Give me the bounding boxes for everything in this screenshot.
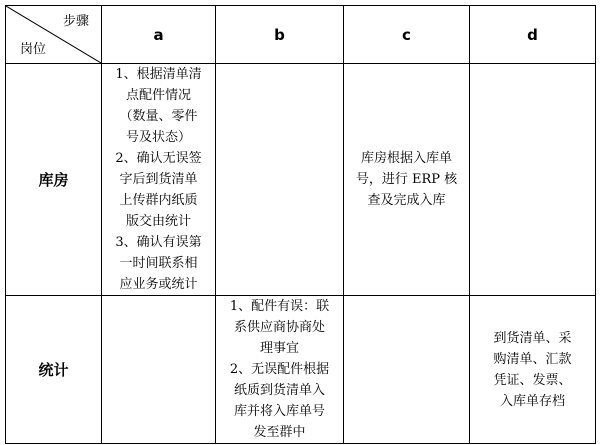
cell-text-line: 到货清单、采 [493,330,572,346]
cell-kufang-a [102,64,216,296]
cell-kufang-d [470,64,596,296]
cell-text-line: 查及完成入库 [367,193,446,208]
cell-text-line: 入库单存档 [499,393,565,409]
cell-text-line: 号，进行 ERP 核 [355,172,458,187]
cell-text-line: 凭证、发票、 [493,372,572,388]
cell-text-line: 1、根据清单清 [115,67,202,82]
role-kufang: 库房 [6,64,102,296]
cell-text-line: 上传群内纸质 [119,193,198,208]
cell-text-line: 号及状态） [125,130,191,145]
corner-step-label: 步骤 [62,14,89,29]
corner-role-label: 岗位 [20,42,47,57]
step-header-d: d [470,6,596,64]
corner-header-cell [6,6,102,64]
cell-text-line: 库并将入库单号 [233,404,325,419]
cell-text-line: 2、确认无误签 [115,151,202,166]
process-table [5,5,596,444]
cell-text-line: 应业务或统计 [119,277,198,292]
cell-tongji-d [470,296,596,444]
cell-text-line: 字后到货清单 [119,172,198,187]
row-kufang [6,64,596,296]
cell-text-line: （数量、零件 [119,109,198,124]
cell-text-line: 2、无误配件根据 [229,362,330,377]
cell-tongji-c [344,296,470,444]
step-header-c: c [344,6,470,64]
cell-tongji-b [216,296,344,444]
cell-tongji-a [102,296,216,444]
step-header-b: b [216,6,344,64]
cell-text-line: 库房根据入库单 [360,151,452,166]
cell-text-line: 版交由统计 [125,214,191,229]
cell-text-line: 系供应商协商处 [233,320,325,335]
cell-text-line: 点配件情况 [125,88,191,103]
header-row [6,6,596,64]
cell-kufang-b [216,64,344,296]
cell-text-line: 购清单、汇款 [493,351,572,367]
role-tongji: 统计 [6,296,102,444]
cell-text-line: 纸质到货清单入 [233,383,325,398]
cell-text-line: 理事宜 [259,341,299,356]
step-header-a: a [102,6,216,64]
cell-text-line: 3、确认有误第 [115,235,202,250]
cell-kufang-c [344,64,470,296]
cell-text-line: 一时间联系相 [119,256,198,271]
row-tongji [6,296,596,444]
cell-text-line: 1、配件有误：联 [229,299,330,314]
cell-text-line: 发至群中 [253,425,306,440]
